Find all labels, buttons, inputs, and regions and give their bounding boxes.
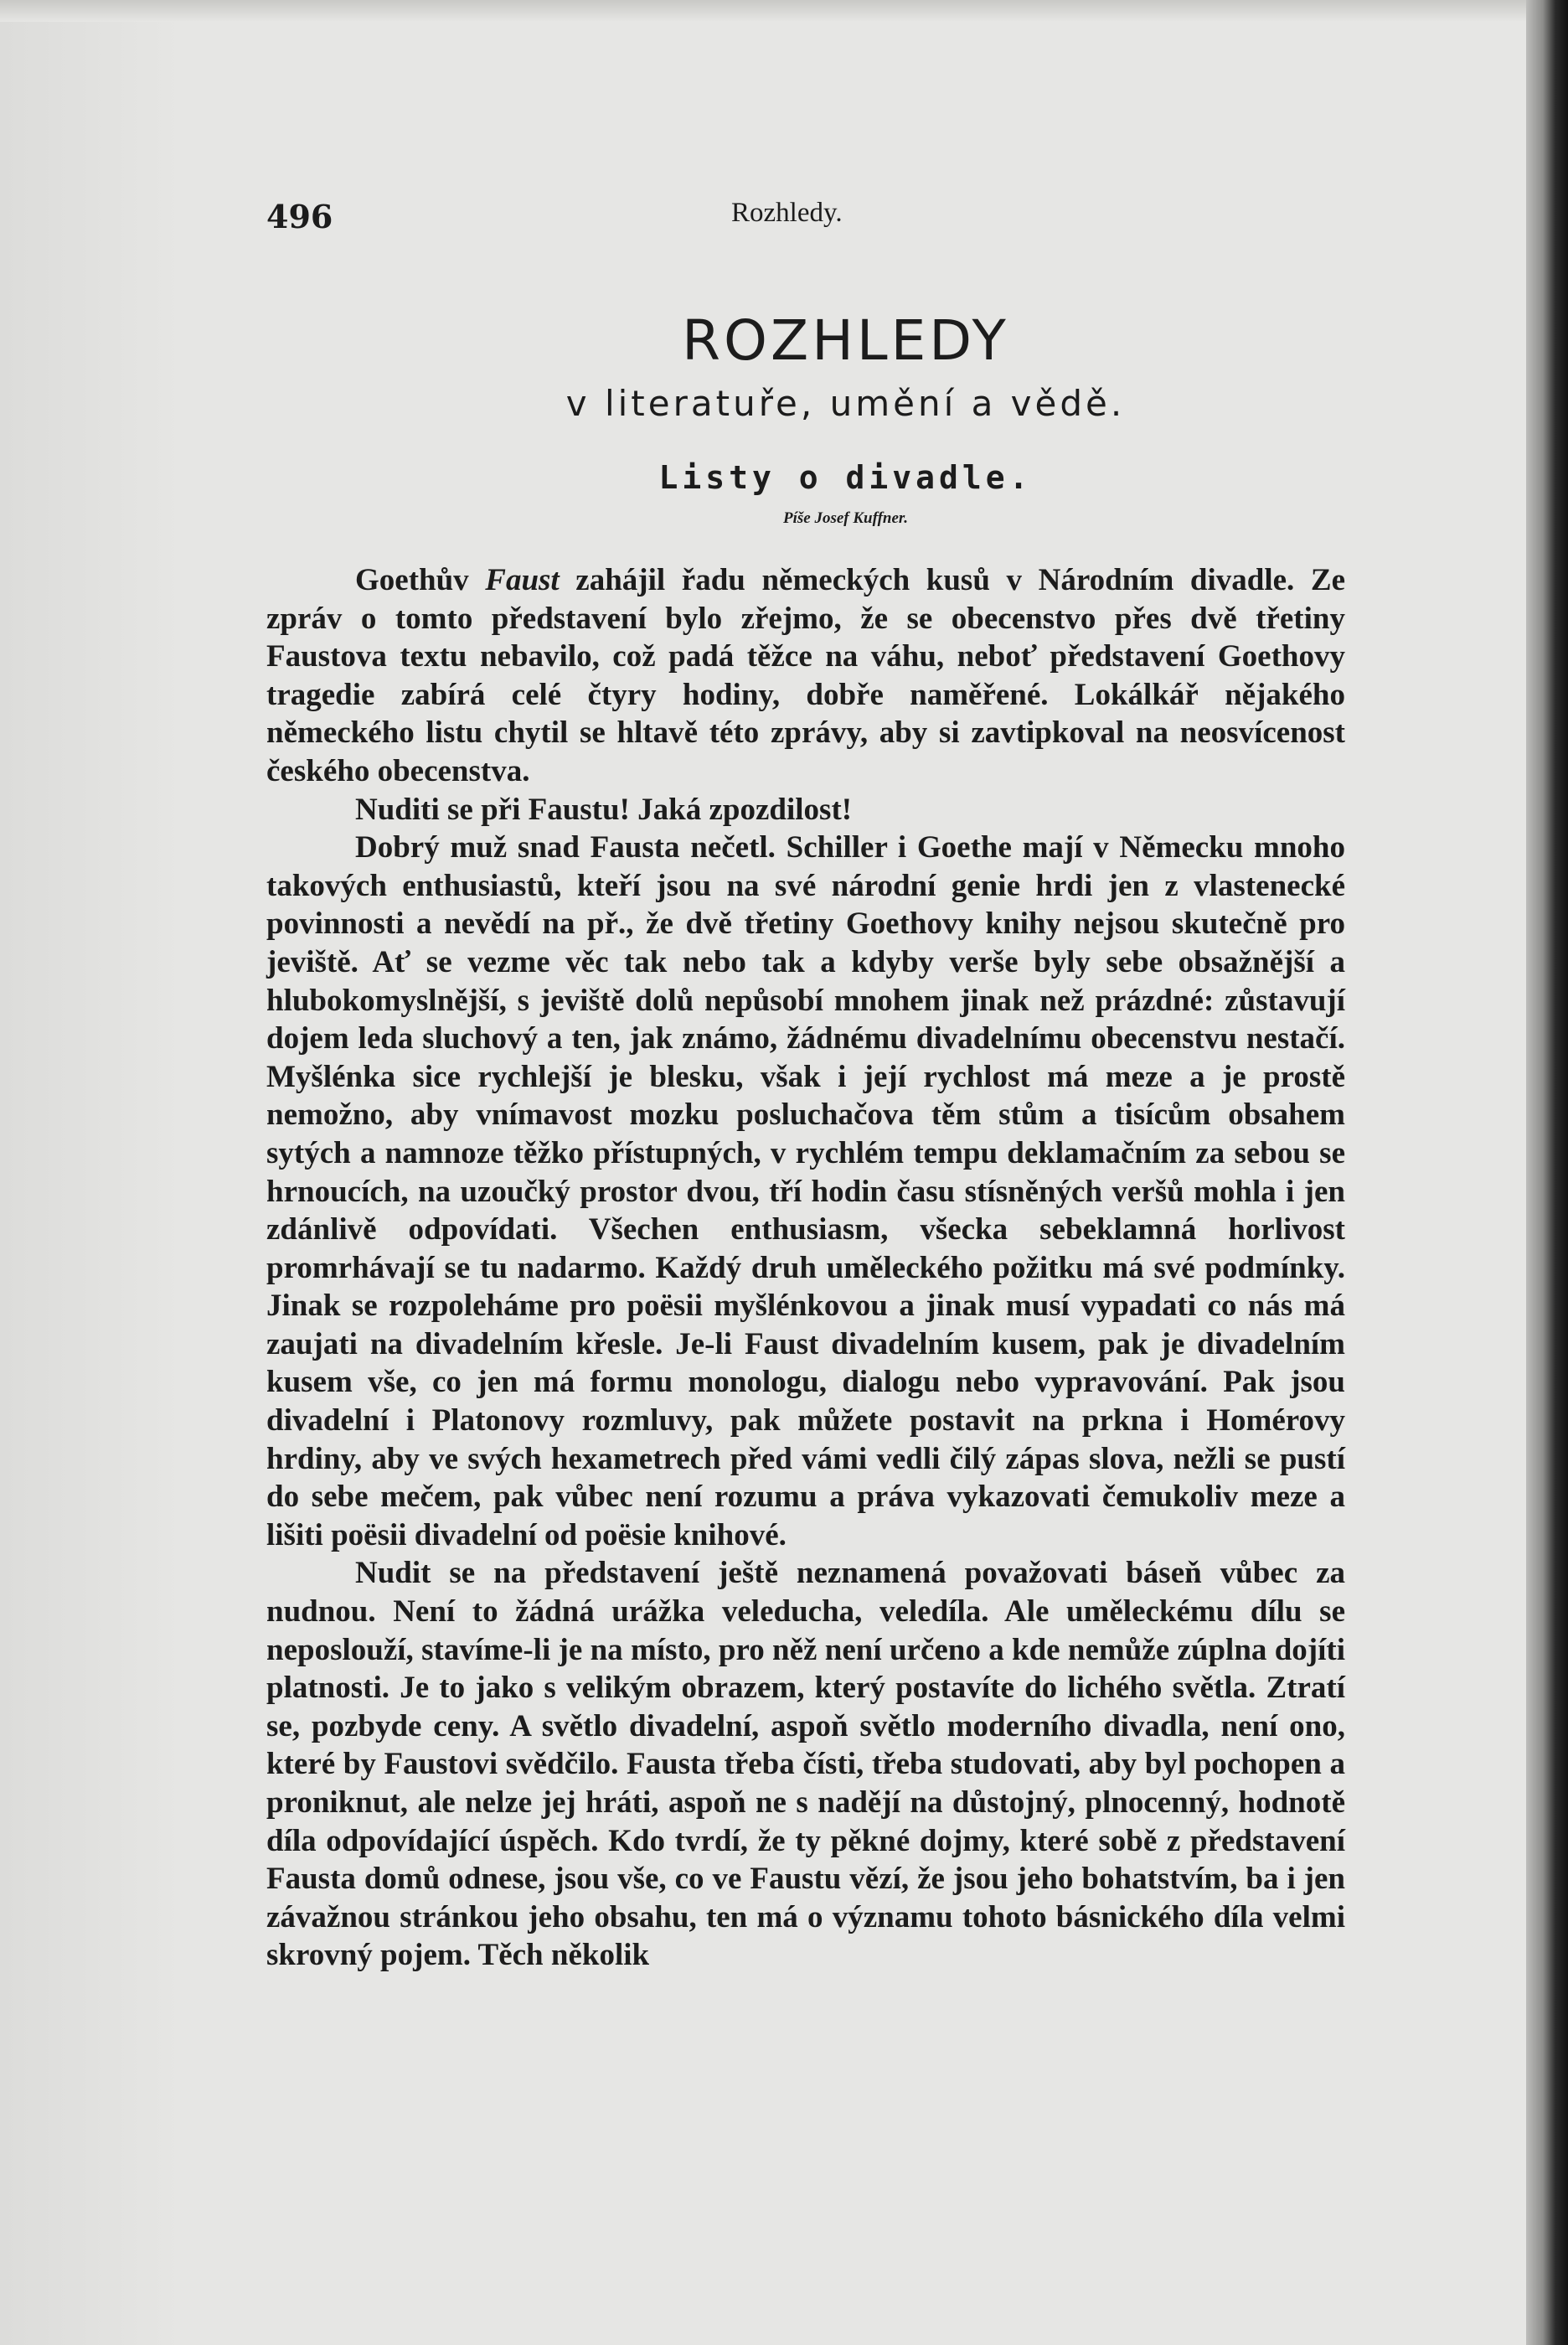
article-body — [266, 561, 1345, 1975]
paragraph: Nuditi se při Faustu! Jaká zpozdilost! — [355, 792, 853, 827]
scan-shadow — [0, 0, 184, 2345]
byline-author: Josef Kuffner. — [814, 509, 909, 527]
book-page — [266, 193, 1345, 1975]
scan-binding-edge — [1526, 0, 1568, 2345]
paragraph: Nudit se na představení ještě neznamená považovati báseň vůbec za nudnou. Není to žádná urážka veleducha, veledíla. Ale uměleckému dílu se neposlouží, stavíme-li je na místo, pro něž není určeno a kde nemůže zúplna dojíti platnosti. Je to jako s velikým obrazem, který postavíte do lichého světla. Ztratí se, pozbyde ceny. A světlo divadelní, aspoň světlo moderního divadla, není ono, které by Faustovi svědčilo. Fausta třeba čísti, třeba studovati, aby byl pochopen a proniknut, ale nelze jej hráti, aspoň ne s nadějí na důstojný, plnocenný, hodnotě díla odpovídající úspěch. Kdo tvrdí, že ty pěkné dojmy, které sobě z představení Fausta domů odnese, jsou vše, co ve Faustu vězí, že jsou jeho bohatstvím, ba i jen závažnou stránkou jeho obsahu, ten má o významu tohoto básnického díla velmi skrovný pojem. Těch několik — [266, 1556, 1345, 1973]
scan-top-edge — [0, 0, 1568, 22]
paragraph — [266, 561, 1345, 791]
paragraph-lead: Goethův — [355, 563, 486, 597]
article-title: Listy o divadle. — [658, 459, 1033, 496]
page-number: 496 — [266, 198, 333, 235]
byline-prefix: Píše — [782, 509, 811, 527]
running-head — [266, 193, 1345, 243]
paragraph-text: zahájil řadu německých kusů v Národním divadle. Ze zpráv o tomto představení bylo zřejmo, že se obecenstvo přes dvě třetiny Faustova textu nebavilo, což padá těžce na váhu, neboť představení Goethovy tragedie zabírá celé čtyry hodiny, dobře naměřené. Lokálkář nějakého německého listu chytil se hltavě této zprávy, aby si zavtipkoval na neosvícenost českého obecenstva. — [266, 563, 1345, 788]
byline — [346, 509, 1345, 528]
work-title: Faust — [485, 563, 560, 597]
section-subtitle: v literatuře, umění a vědě. — [565, 383, 1126, 424]
running-title: Rozhledy. — [731, 198, 843, 228]
paragraph: Dobrý muž snad Fausta nečetl. Schiller i Goethe mají v Německu mnoho takových enthusiastů, kteří jsou na své národní genie hrdi jen z vlastenecké povinnosti a nevědí na př., že dvě třetiny Goethovy knihy nejsou skutečně pro jeviště. Ať se vezme věc tak nebo tak a kdyby verše byly sebe obsažnější a hlubokomyslnější, s jeviště dolů nepůsobí mnohem jinak než prázdné: zůstavují dojem leda sluchový a ten, jak známo, žádnému divadelnímu obecenstvu nestačí. Myšlénka sice rychlejší je blesku, však i její rychlost má meze a je prostě nemožno, aby vnímavost mozku posluchačova těm stům a tisícům obsahem sytých a namnoze těžko přístupných, v rychlém tempu deklamačním za sebou se hrnoucích, na uzoučký prostor dvou, tří hodin času stísněných veršů mohla i jen zdánlivě odpovídati. Všechen enthusiasm, všecka sebeklamná horlivost promrhávají se tu nadarmo. Každý druh uměleckého požitku má své podmínky. Jinak se rozpoleháme pro poësii myšlénkovou a jinak musí vypadati co nás má zaujati na divadelním křesle. Je-li Faust divadelním kusem, pak je divadelním kusem vše, co jen má formu monologu, dialogu nebo vypravování. Pak jsou divadelní i Platonovy rozmluvy, pak můžete postavit na prkna i Homérovy hrdiny, aby ve svých hexametrech před vámi vedli čilý zápas slova, nežli se pustí do sebe mečem, pak vůbec není rozumu a práva vykazovati čemukoliv meze a lišiti poësii divadelní od poësie knihové. — [266, 830, 1345, 1552]
section-title: ROZHLEDY — [682, 308, 1009, 373]
